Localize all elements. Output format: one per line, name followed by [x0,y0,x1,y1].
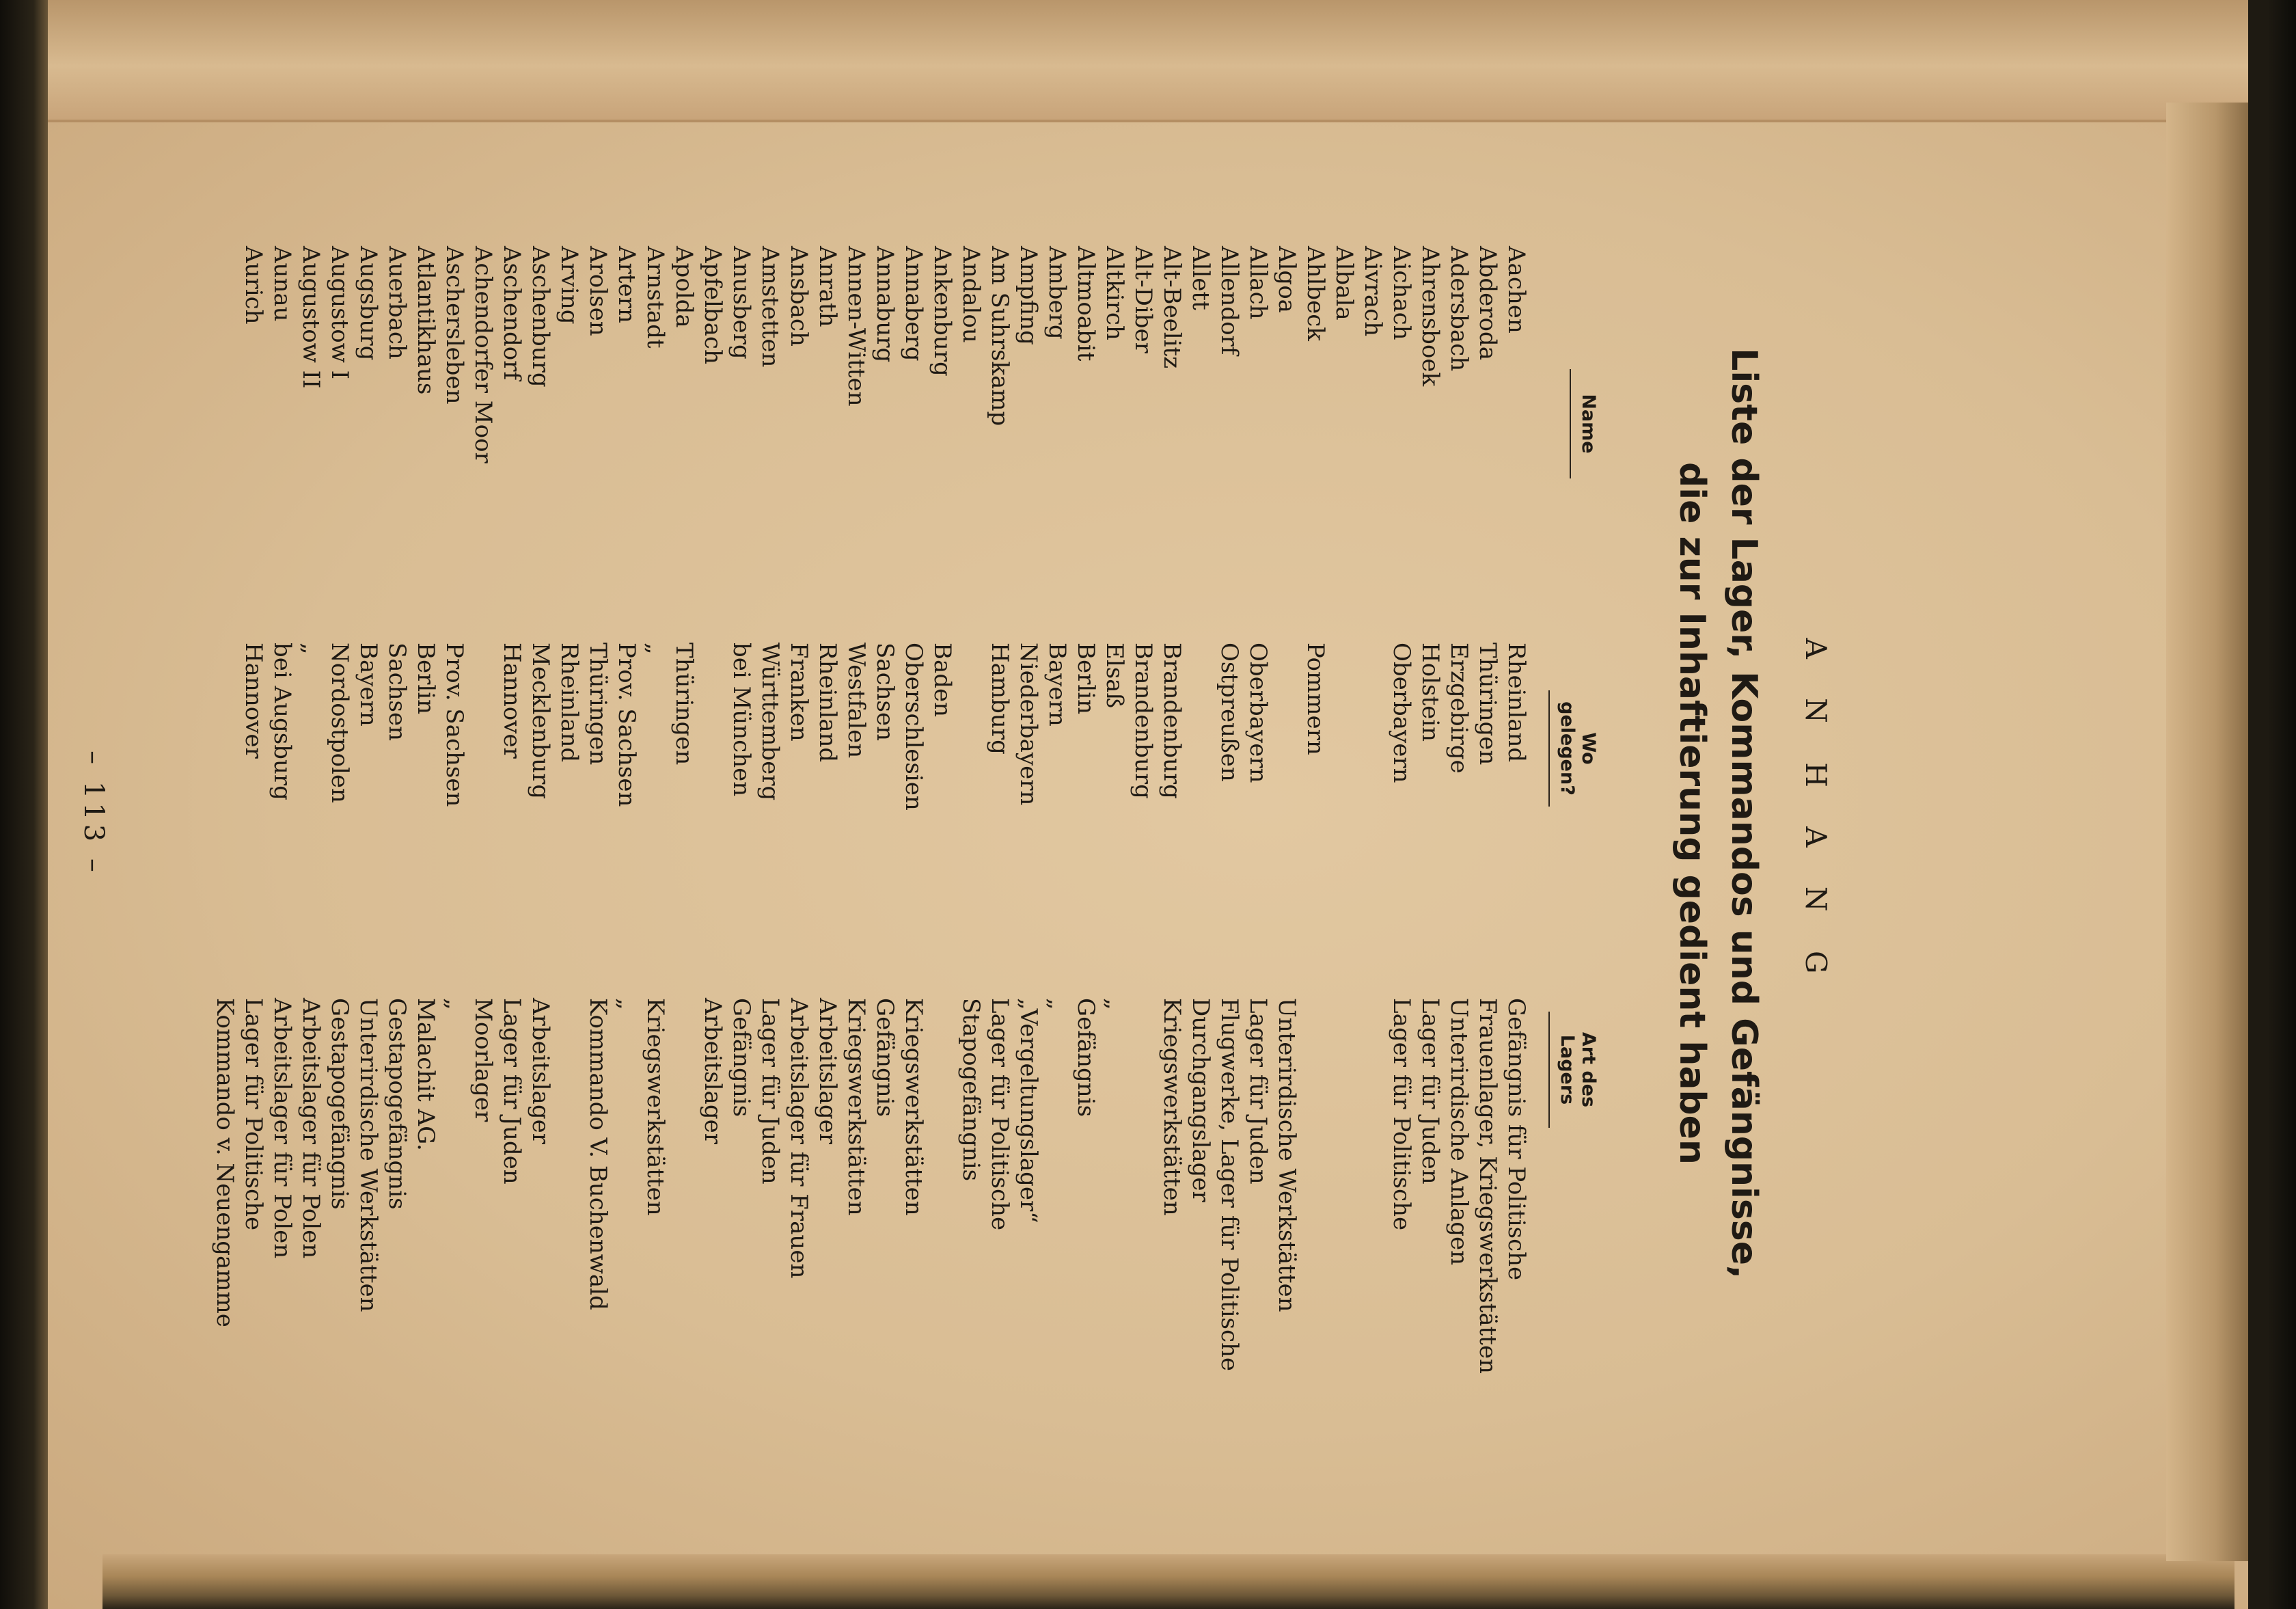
camp-location: Bayern [1043,643,1071,727]
camp-name: Aschenburg [527,246,554,388]
list-item [268,246,297,1476]
list-item [756,246,784,1476]
title-line: Liste der Lager, Kommandos und Gefängnisse, [1723,348,1764,1279]
list-item [1358,246,1387,1476]
camp-name: Alt-Beelitz [1158,246,1186,369]
camp-list [210,246,1531,1476]
camp-name: Alt-Diber [1130,246,1157,353]
camp-type: Lager für Juden [1244,998,1272,1185]
camp-location: Mecklenburg [527,643,554,800]
list-item [641,246,670,1476]
camp-type: Lager für Politische [1388,998,1415,1231]
camp-name: Allett [1187,246,1214,310]
right-background-edge [2248,0,2296,1609]
list-item [612,246,641,1476]
list-item [928,246,957,1476]
camp-name: Arving [556,246,583,325]
camp-name: Altmoabit [1072,246,1099,362]
camp-name: Annaberg [900,246,927,362]
camp-location: Thüringen [584,643,612,766]
camp-type: Kriegswerkstätten [1158,998,1186,1216]
camp-type: „ [1101,998,1128,1010]
camp-type: Kriegswerkstätten [642,998,669,1216]
camp-name: Allendorf [1216,246,1243,355]
camp-location: Oberschlesien [900,643,927,811]
camp-type: Flugwerke, Lager für Politische [1216,998,1243,1372]
list-item [727,246,756,1476]
camp-name: Amberg [1043,246,1071,340]
camp-location: Thüringen [670,643,698,766]
camp-name: Ahlbeck [1302,246,1329,341]
camp-location: Prov. Sachsen [441,643,468,807]
camp-location: Prov. Sachsen [613,643,640,807]
camp-type: „ [613,998,640,1010]
camp-name: Achendorfer Moor [469,246,497,463]
list-item [469,246,497,1476]
camp-name: Artern [613,246,640,323]
section-header: A N H A N G [1799,638,1833,989]
list-item [1158,246,1186,1476]
list-item [526,246,555,1476]
camp-type: Unterirdische Anlagen [1445,998,1473,1266]
camp-name: Augsburg [355,246,382,361]
camp-type: Lager für Politische [240,998,267,1231]
list-item [411,246,440,1476]
camp-location: Holstein [1417,643,1444,742]
list-item [1416,246,1445,1476]
list-item [1215,246,1244,1476]
camp-location: Baden [929,643,956,718]
camp-type: Unterirdische Werkstätten [1273,998,1300,1312]
camp-location: Thüringen [1474,643,1501,766]
column-header-location: Wo gelegen? [1548,690,1599,807]
camp-name: Altkirch [1101,246,1128,340]
list-item [1387,246,1416,1476]
list-item [1244,246,1272,1476]
camp-name: Aichach [1388,246,1415,340]
camp-name: Apolda [670,246,698,328]
camp-name: Aschersleben [441,246,468,405]
camp-name: Aunau [269,246,296,322]
camp-type: Lager für Politische [986,998,1013,1231]
list-item [1186,246,1215,1476]
camp-location: Rheinland [1503,643,1530,763]
camp-name: Annen-Witten [843,246,870,407]
list-item [440,246,469,1476]
list-item [899,246,928,1476]
camp-name: Am Suhrskamp [986,246,1013,427]
camp-name: Annaburg [871,246,899,363]
camp-name: Abderoda [1474,246,1501,360]
camp-location: Niederbayern [1015,643,1042,806]
page-title [1666,123,1770,1504]
camp-name: Ampfing [1015,246,1042,345]
list-item [1129,246,1158,1476]
camp-type: Kriegswerkstätten [843,998,870,1216]
list-item [584,246,612,1476]
camp-type: Gestapogefängnis [383,998,411,1210]
camp-name: Augustow II [297,246,325,389]
camp-name: Anusberg [728,246,755,360]
list-item [555,246,584,1476]
camp-type: Stapogefängnis [957,998,985,1182]
camp-location: bei München [728,643,755,797]
camp-location: Ostpreußen [1216,643,1243,782]
camp-type: Arbeitslager für Polen [297,998,325,1259]
list-item [871,246,899,1476]
list-item [210,246,239,1476]
camp-location: Erzgebirge [1445,643,1473,774]
camp-type: Malachit AG. [412,998,439,1151]
previous-page-fold [41,0,2255,122]
camp-name: Andalou [957,246,985,343]
camp-location: Rheinland [556,643,583,763]
list-item [1473,246,1502,1476]
camp-location: Württemberg [756,643,784,801]
list-item [1071,246,1100,1476]
camp-name: Atlantikhaus [412,246,439,395]
column-header-name: Name [1570,369,1599,478]
camp-location: Berlin [1072,643,1099,715]
camp-name: Aurich [240,246,267,325]
rotated-page-content [0,123,1900,1504]
camp-name: Aschendorf [498,246,525,381]
camp-name: Algoa [1273,246,1300,313]
list-item [784,246,813,1476]
camp-type: Lager für Juden [498,998,525,1185]
camp-type: Arbeitslager [527,998,554,1144]
camp-type: Gefängnis [871,998,899,1118]
camp-location: Sachsen [871,643,899,741]
list-item [383,246,411,1476]
camp-name: Aachen [1503,246,1530,334]
camp-name: Allach [1244,246,1272,320]
list-item [1100,246,1129,1476]
camp-name: Apfelbach [699,246,726,364]
camp-name: Ansbach [785,246,812,347]
camp-type: Frauenlager, Kriegswerkstätten [1474,998,1501,1374]
camp-type: „ [1043,998,1071,1010]
camp-type: Arbeitslager für Frauen [785,998,812,1279]
camp-location: Berlin [412,643,439,715]
camp-type: Arbeitslager für Polen [269,998,296,1259]
camp-type: Gefängnis [728,998,755,1118]
camp-type: Kommando v. Neuengamme [211,998,238,1327]
list-item [1502,246,1531,1476]
list-item [698,246,727,1476]
camp-location: Oberbayern [1388,643,1415,783]
camp-location: Brandenburg [1130,643,1157,799]
list-item [985,246,1014,1476]
list-item [813,246,842,1476]
camp-name: Albala [1330,246,1358,321]
list-item [1330,246,1358,1476]
list-item [842,246,871,1476]
camp-location: Oberbayern [1244,643,1272,783]
column-header-type: Art des Lagers [1548,1012,1599,1128]
camp-name: Arnstadt [642,246,669,349]
list-item [354,246,383,1476]
camp-location: bei Augsburg [269,643,296,800]
list-item [1043,246,1071,1476]
page-stack-edge [2166,103,2248,1561]
camp-location: Bayern [355,643,382,727]
camp-name: Ahrensboek [1417,246,1444,387]
list-item [497,246,526,1476]
list-item [239,246,268,1476]
list-item [1014,246,1043,1476]
list-item [297,246,325,1476]
camp-type: Kommando V. Buchenwald [584,998,612,1310]
camp-type: Gestapogefängnis [326,998,353,1210]
camp-name: Amstetten [756,246,784,368]
camp-location: Rheinland [814,643,841,763]
camp-location: Hannover [498,643,525,759]
list-item [1445,246,1473,1476]
camp-location: Nordostpolen [326,643,353,803]
page-number: – 113 – [78,751,109,876]
list-item [325,246,354,1476]
camp-type: Lager für Juden [756,998,784,1185]
camp-type: Moorlager [469,998,497,1122]
camp-type: Lager für Juden [1417,998,1444,1185]
camp-location: Hannover [240,643,267,759]
camp-type: Arbeitslager [814,998,841,1144]
camp-name: Adersbach [1445,246,1473,372]
camp-type: „Vergeltungslager“ [1015,998,1042,1223]
list-item [957,246,985,1476]
camp-location: Brandenburg [1158,643,1186,799]
camp-location: Sachsen [383,643,411,741]
camp-name: Anrath [814,246,841,327]
camp-name: Auerbach [383,246,411,360]
camp-name: Arolsen [584,246,612,336]
list-item [1301,246,1330,1476]
list-item [670,246,698,1476]
book-bottom-edge [102,1554,2234,1609]
camp-name: Augustow I [326,246,353,380]
camp-location: „ [642,643,669,655]
camp-type: Gefängnis für Politische [1503,998,1530,1281]
camp-location: Pommern [1302,643,1329,755]
title-line: die zur Inhaftierung gedient haben [1671,462,1712,1165]
camp-location: Franken [785,643,812,742]
camp-location: Elsaß [1101,643,1128,709]
camp-type: „ [441,998,468,1010]
camp-name: Aivrach [1359,246,1386,337]
camp-type: Arbeitslager [699,998,726,1144]
camp-type: Unterirdische Werkstätten [355,998,382,1312]
list-item [1272,246,1301,1476]
camp-name: Ankenburg [929,246,956,377]
camp-location: „ [297,643,325,655]
camp-location: Hamburg [986,643,1013,755]
camp-type: Gefängnis [1072,998,1099,1118]
camp-type: Kriegswerkstätten [900,998,927,1216]
camp-type: Durchgangslager [1187,998,1214,1202]
camp-location: Westfalen [843,643,870,759]
